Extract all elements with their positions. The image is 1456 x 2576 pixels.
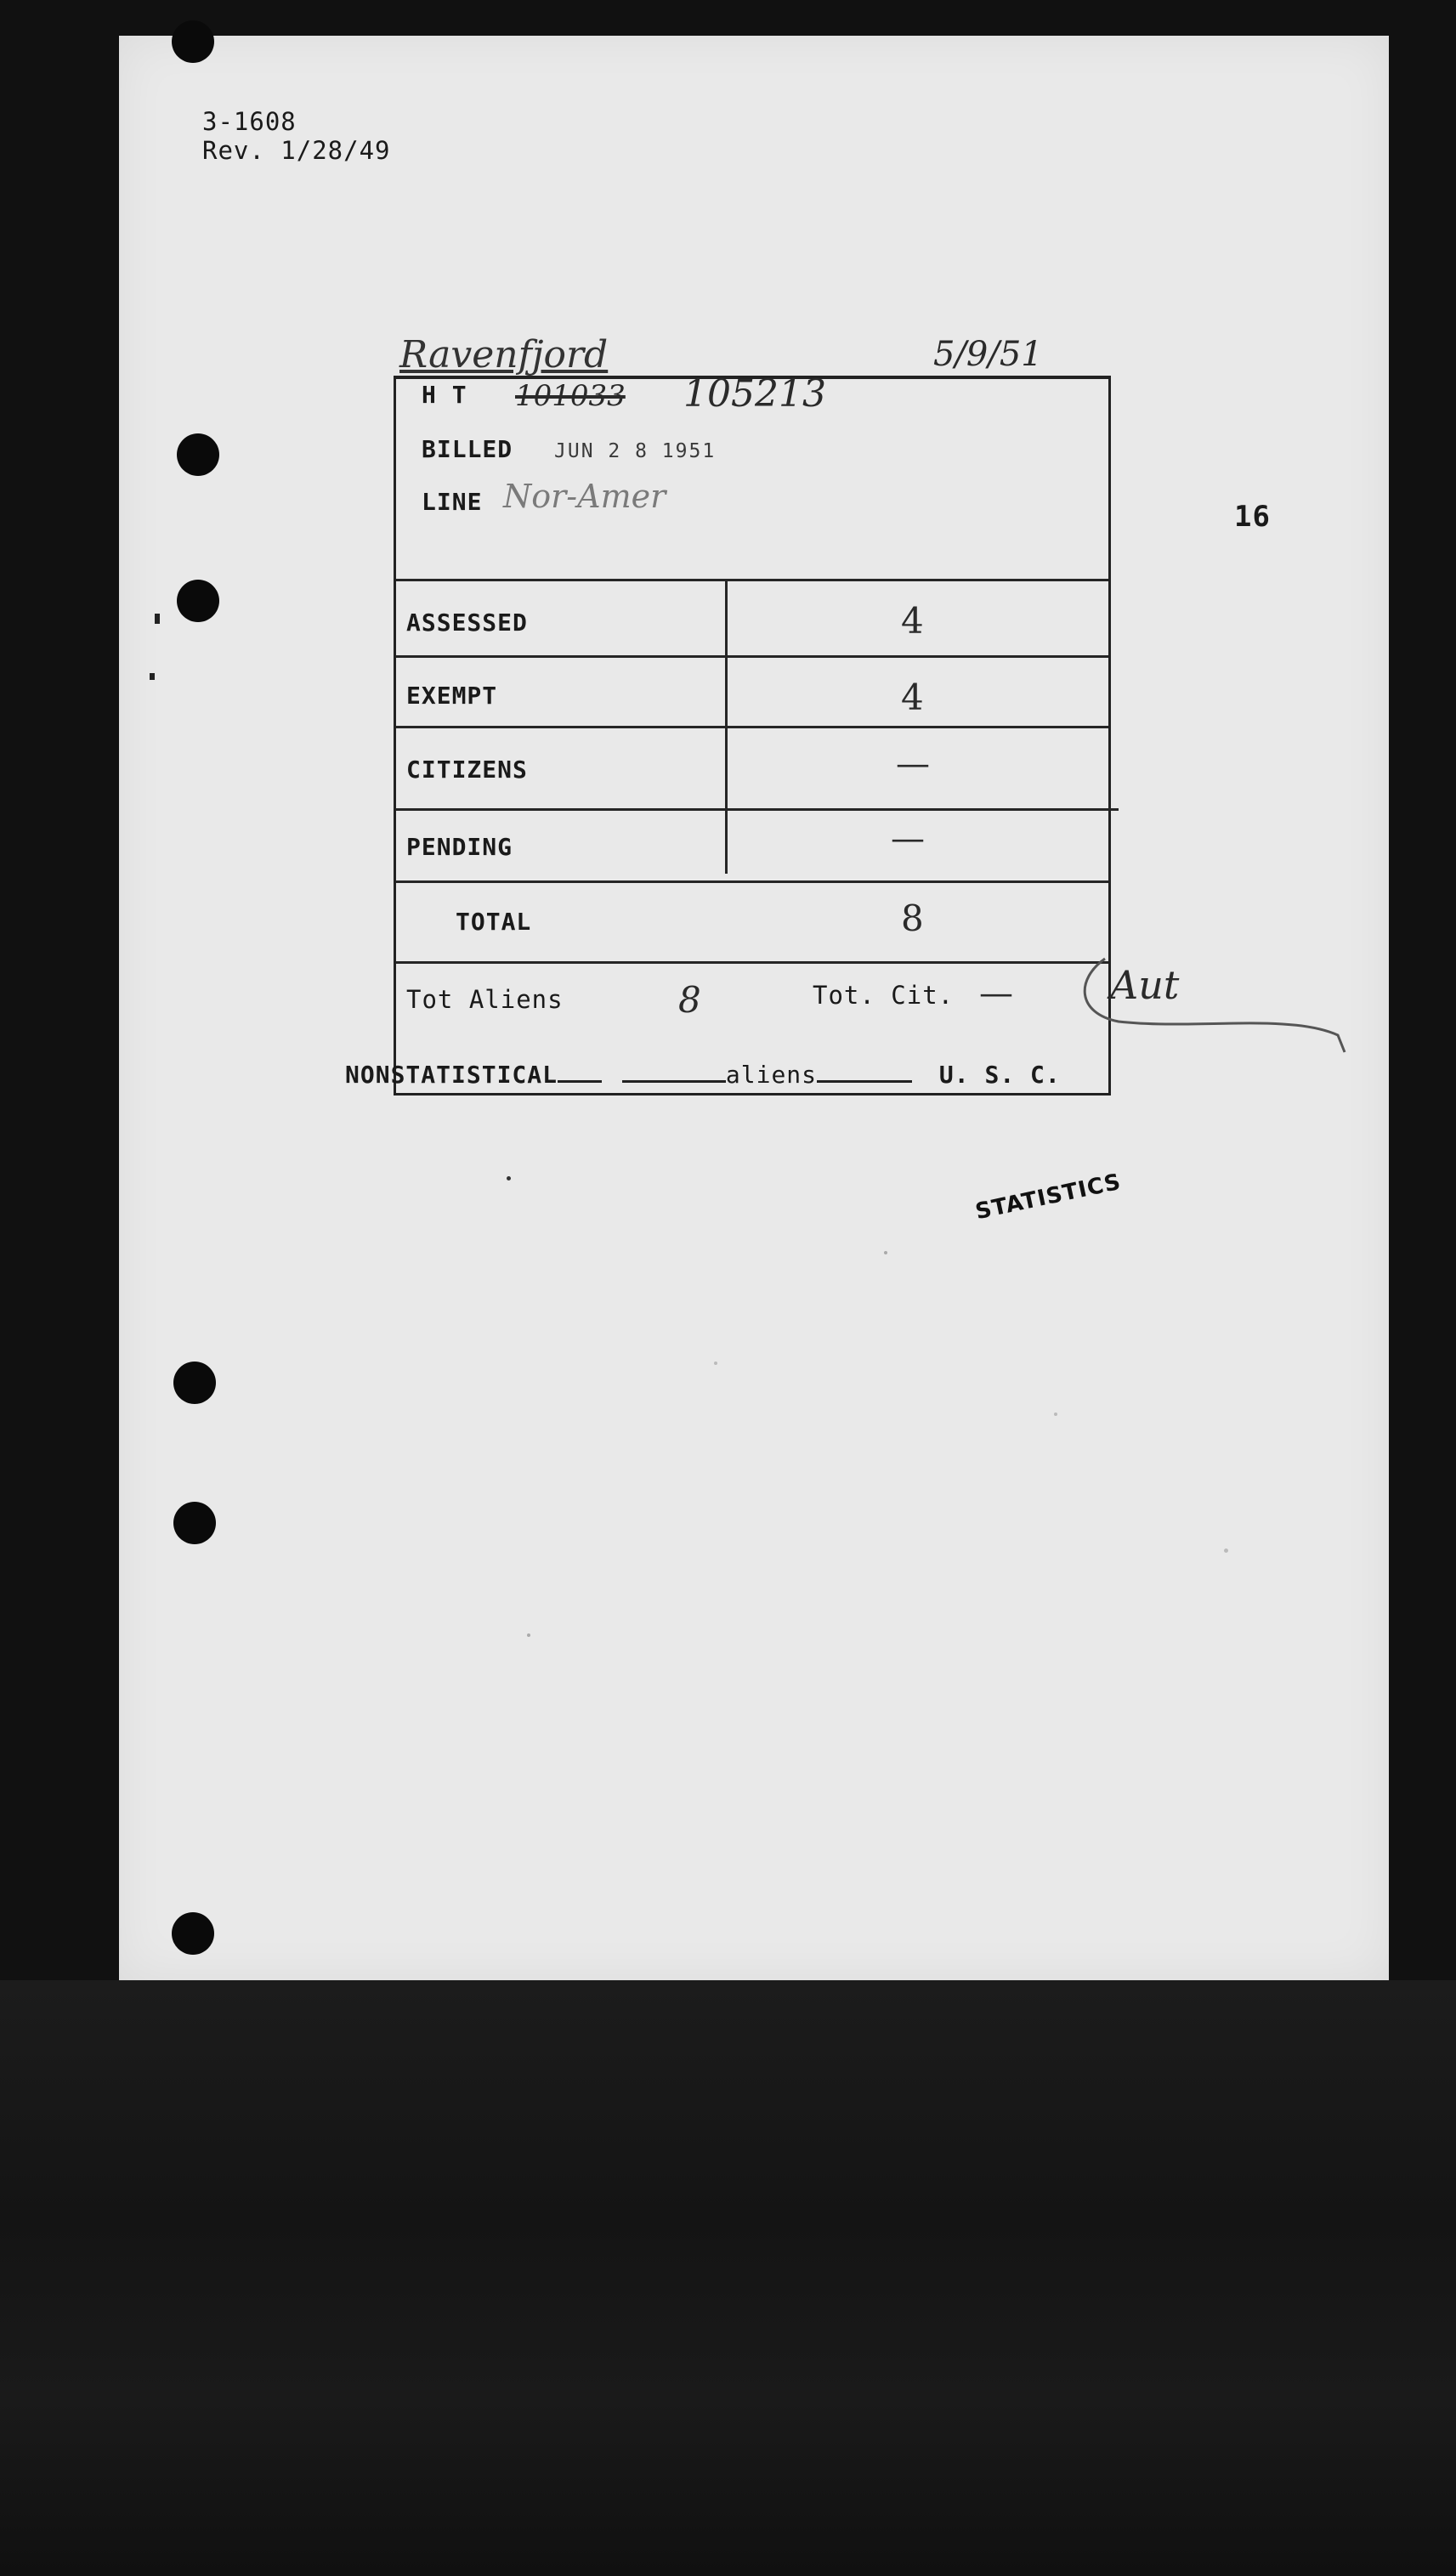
paper-speckle xyxy=(507,1176,511,1180)
citizens-label: CITIZENS xyxy=(406,756,528,784)
pending-value: — xyxy=(891,819,925,858)
table-rule xyxy=(396,808,1119,811)
paper-speckle xyxy=(150,673,155,680)
ht-struck-number: 101033 xyxy=(515,379,626,413)
punch-hole xyxy=(173,1502,216,1544)
scan-background xyxy=(0,1980,1456,2576)
exempt-value: 4 xyxy=(901,677,924,718)
table-rule xyxy=(396,880,1108,883)
paper-speckle xyxy=(1224,1548,1228,1553)
form-revision: Rev. 1/28/49 xyxy=(202,136,391,165)
voyage-date: 5/9/51 xyxy=(933,335,1043,374)
nonstatistical-label: NONSTATISTICAL xyxy=(345,1061,558,1089)
line-label: LINE xyxy=(422,488,483,516)
exempt-label: EXEMPT xyxy=(406,682,498,710)
nonstatistical-line xyxy=(345,1061,1061,1089)
initials-flourish xyxy=(1068,954,1408,1056)
citizens-value: — xyxy=(896,744,930,784)
table-rule xyxy=(396,961,1108,964)
table-rule xyxy=(396,655,1108,658)
total-label: TOTAL xyxy=(456,908,532,936)
ht-label: H T xyxy=(422,381,467,409)
ht-number: 105213 xyxy=(683,372,826,416)
aliens-label: aliens xyxy=(725,1061,818,1089)
assessed-label: ASSESSED xyxy=(406,609,528,637)
tot-aliens-value: 8 xyxy=(678,979,701,1021)
tot-cit-value: — xyxy=(979,974,1013,1013)
pending-label: PENDING xyxy=(406,833,513,861)
punch-hole xyxy=(173,1362,216,1404)
punch-hole xyxy=(177,433,219,476)
punch-hole xyxy=(172,1912,214,1955)
usc-label: U. S. C. xyxy=(938,1061,1061,1089)
paper-speckle xyxy=(1054,1413,1057,1416)
table-rule xyxy=(396,726,1108,728)
tot-cit-label: Tot. Cit. xyxy=(813,981,955,1010)
line-value: Nor-Amer xyxy=(503,478,666,515)
inspector-initials: Aut xyxy=(1110,962,1180,1008)
statistics-form-table xyxy=(394,372,1111,1096)
ship-name: Ravenfjord xyxy=(399,333,609,376)
document-sheet xyxy=(119,36,1389,1980)
punch-hole xyxy=(172,20,214,63)
punch-hole xyxy=(177,580,219,622)
paper-speckle xyxy=(884,1251,887,1254)
form-number: 3-1608 xyxy=(202,107,297,136)
billed-date-stamp: JUN 2 8 1951 xyxy=(554,440,717,462)
page-number: 16 xyxy=(1234,500,1271,534)
assessed-value: 4 xyxy=(901,600,924,642)
aliens-blank xyxy=(817,1080,912,1083)
total-value: 8 xyxy=(901,897,924,939)
tot-aliens-label: Tot Aliens xyxy=(406,985,564,1014)
nonstatistical-blank xyxy=(558,1080,602,1083)
blank-field xyxy=(622,1080,726,1083)
paper-speckle xyxy=(714,1362,717,1365)
paper-speckle xyxy=(155,614,160,624)
column-divider xyxy=(725,580,728,874)
paper-speckle xyxy=(527,1633,530,1637)
statistics-stamp: STATISTICS xyxy=(973,1169,1124,1226)
table-rule xyxy=(396,579,1108,581)
billed-label: BILLED xyxy=(422,435,513,463)
